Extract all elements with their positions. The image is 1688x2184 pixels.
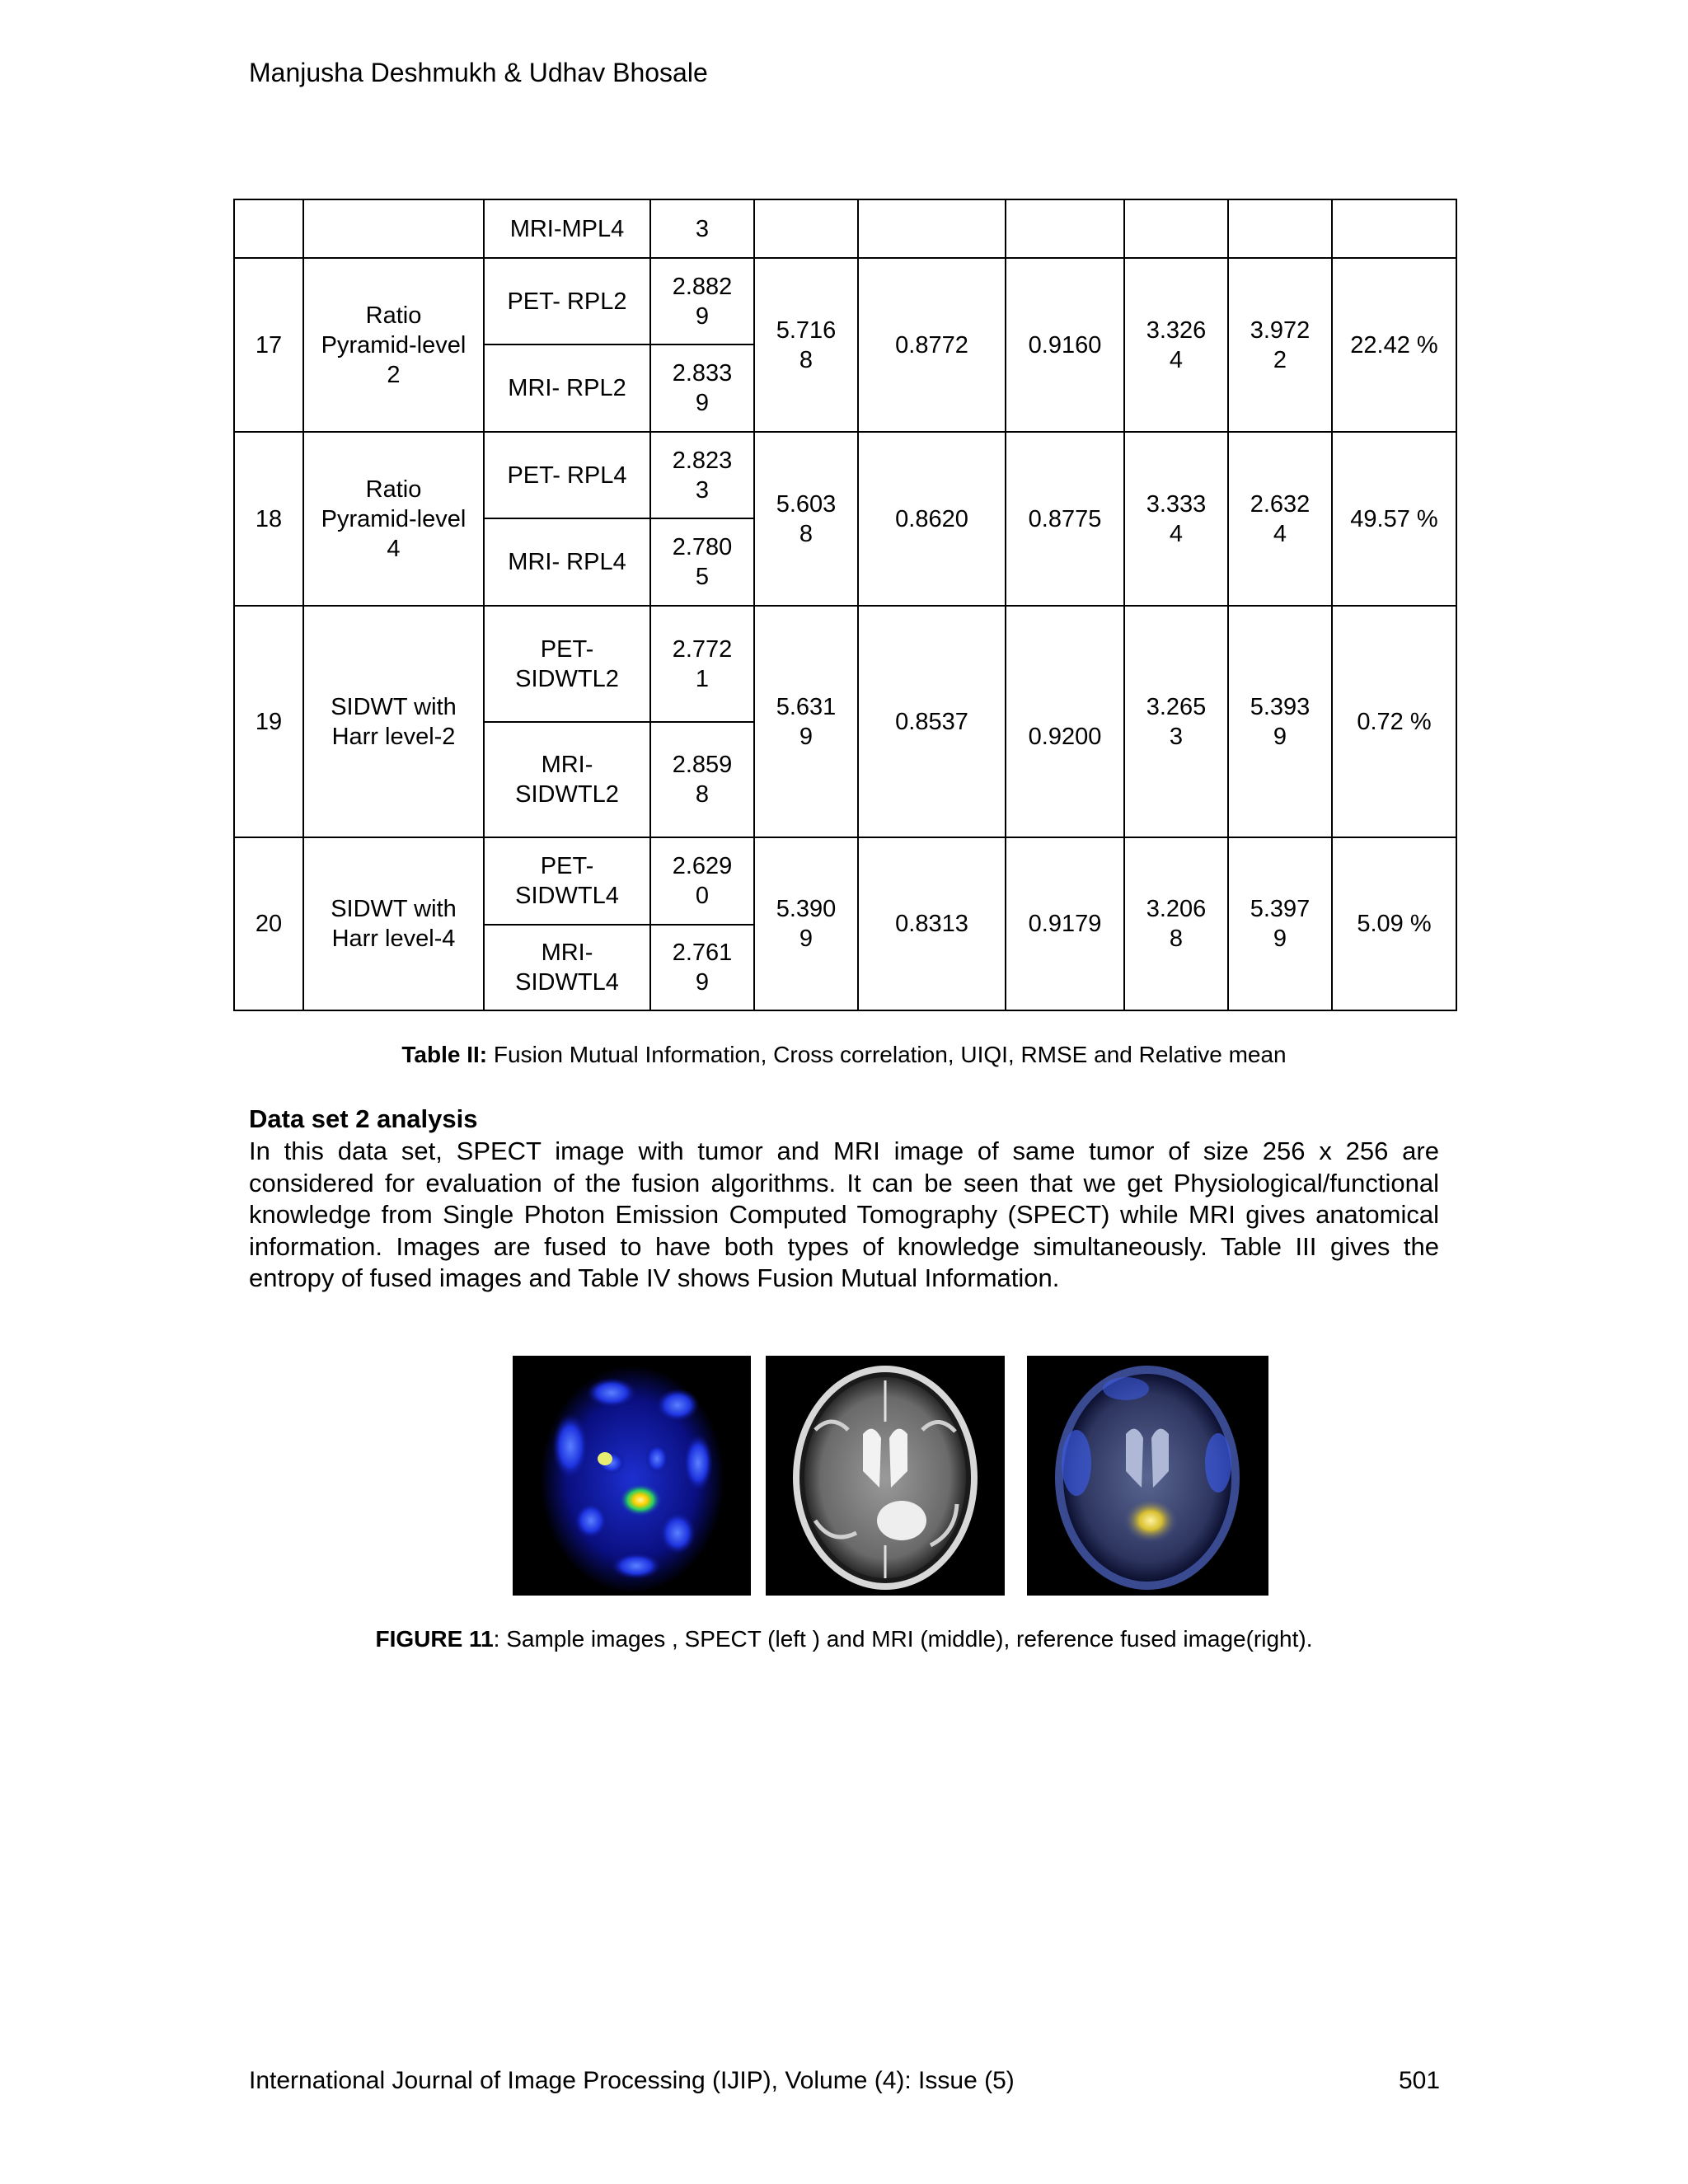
- percent-cell: 0.72 %: [1332, 606, 1456, 837]
- table-row: [234, 837, 1456, 925]
- method-name: Ratio Pyramid-level 4: [303, 432, 484, 606]
- relative-mean-cell: 5.393 9: [1228, 606, 1332, 837]
- method-name: Ratio Pyramid-level 2: [303, 258, 484, 432]
- row-number: 18: [234, 432, 303, 606]
- fmi-cell: 5.390 9: [754, 837, 858, 1010]
- image-cell: MRI- SIDWTL2: [484, 722, 650, 837]
- fmi-cell: 5.631 9: [754, 606, 858, 837]
- results-table: [233, 199, 1457, 1011]
- section-heading: Data set 2 analysis: [249, 1104, 478, 1133]
- relative-mean-cell: 2.632 4: [1228, 432, 1332, 606]
- percent-cell: 49.57 %: [1332, 432, 1456, 606]
- rmse-cell: 3.265 3: [1124, 606, 1228, 837]
- image-cell: MRI- RPL2: [484, 344, 650, 432]
- spect-image: [513, 1356, 751, 1596]
- entropy-cell: 2.833 9: [650, 344, 754, 432]
- body-paragraph: In this data set, SPECT image with tumor and MRI image of same tumor of size 256 x 256 are considered for evaluation of the fusion algorithms. It can be seen that we get Physiological/functional knowledge from Single Photon Emission Computed Tomography (SPECT) while MRI gives anatomical information. Images are fused to have both types of knowledge simultaneously. Table III gives the entropy of fused images and Table IV shows Fusion Mutual Information.: [249, 1137, 1439, 1292]
- uiqi-cell: 0.8775: [1006, 432, 1124, 606]
- relative-mean-cell: 5.397 9: [1228, 837, 1332, 1010]
- entropy-cell: 2.780 5: [650, 518, 754, 606]
- rmse-cell: 3.333 4: [1124, 432, 1228, 606]
- row-number: 19: [234, 606, 303, 837]
- method-name: SIDWT with Harr level-4: [303, 837, 484, 1010]
- image-cell: MRI- RPL4: [484, 518, 650, 606]
- table-caption: Table II: Fusion Mutual Information, Cross correlation, UIQI, RMSE and Relative mean: [401, 1042, 1287, 1067]
- table-row: [234, 606, 1456, 722]
- figure-11-images: [0, 1356, 1688, 1596]
- uiqi-cell: 0.9179: [1006, 837, 1124, 1010]
- journal-footer: International Journal of Image Processing (IJIP), Volume (4): Issue (5): [249, 2067, 1015, 2094]
- percent-cell: 5.09 %: [1332, 837, 1456, 1010]
- mri-image: [766, 1356, 1005, 1596]
- image-cell: MRI-MPL4: [484, 199, 650, 258]
- relative-mean-cell: 3.972 2: [1228, 258, 1332, 432]
- rmse-cell: 3.206 8: [1124, 837, 1228, 1010]
- fmi-cell: 5.716 8: [754, 258, 858, 432]
- row-number: 20: [234, 837, 303, 1010]
- entropy-cell: 3: [650, 199, 754, 258]
- cc-cell: 0.8772: [858, 258, 1006, 432]
- image-cell: PET- SIDWTL2: [484, 606, 650, 722]
- entropy-cell: 2.882 9: [650, 258, 754, 344]
- entropy-cell: 2.772 1: [650, 606, 754, 722]
- percent-cell: 22.42 %: [1332, 258, 1456, 432]
- cc-cell: 0.8620: [858, 432, 1006, 606]
- rmse-cell: 3.326 4: [1124, 258, 1228, 432]
- row-number: 17: [234, 258, 303, 432]
- cc-cell: 0.8537: [858, 606, 1006, 837]
- entropy-cell: 2.761 9: [650, 925, 754, 1010]
- table-row: [234, 199, 1456, 258]
- table-row: [234, 258, 1456, 344]
- image-cell: PET- RPL4: [484, 432, 650, 518]
- entropy-cell: 2.859 8: [650, 722, 754, 837]
- page-number: 501: [1399, 2067, 1441, 2094]
- running-header: Manjusha Deshmukh & Udhav Bhosale: [249, 58, 708, 87]
- image-cell: MRI- SIDWTL4: [484, 925, 650, 1010]
- table-row: [234, 432, 1456, 518]
- image-cell: PET- SIDWTL4: [484, 837, 650, 925]
- uiqi-cell: 0.9200: [1006, 606, 1124, 837]
- entropy-cell: 2.823 3: [650, 432, 754, 518]
- fused-image: [1027, 1356, 1268, 1596]
- fmi-cell: 5.603 8: [754, 432, 858, 606]
- image-cell: PET- RPL2: [484, 258, 650, 344]
- figure-caption: FIGURE 11: Sample images , SPECT (left ) and MRI (middle), reference fused image(right).: [375, 1626, 1313, 1652]
- cc-cell: 0.8313: [858, 837, 1006, 1010]
- method-name: SIDWT with Harr level-2: [303, 606, 484, 837]
- uiqi-cell: 0.9160: [1006, 258, 1124, 432]
- entropy-cell: 2.629 0: [650, 837, 754, 925]
